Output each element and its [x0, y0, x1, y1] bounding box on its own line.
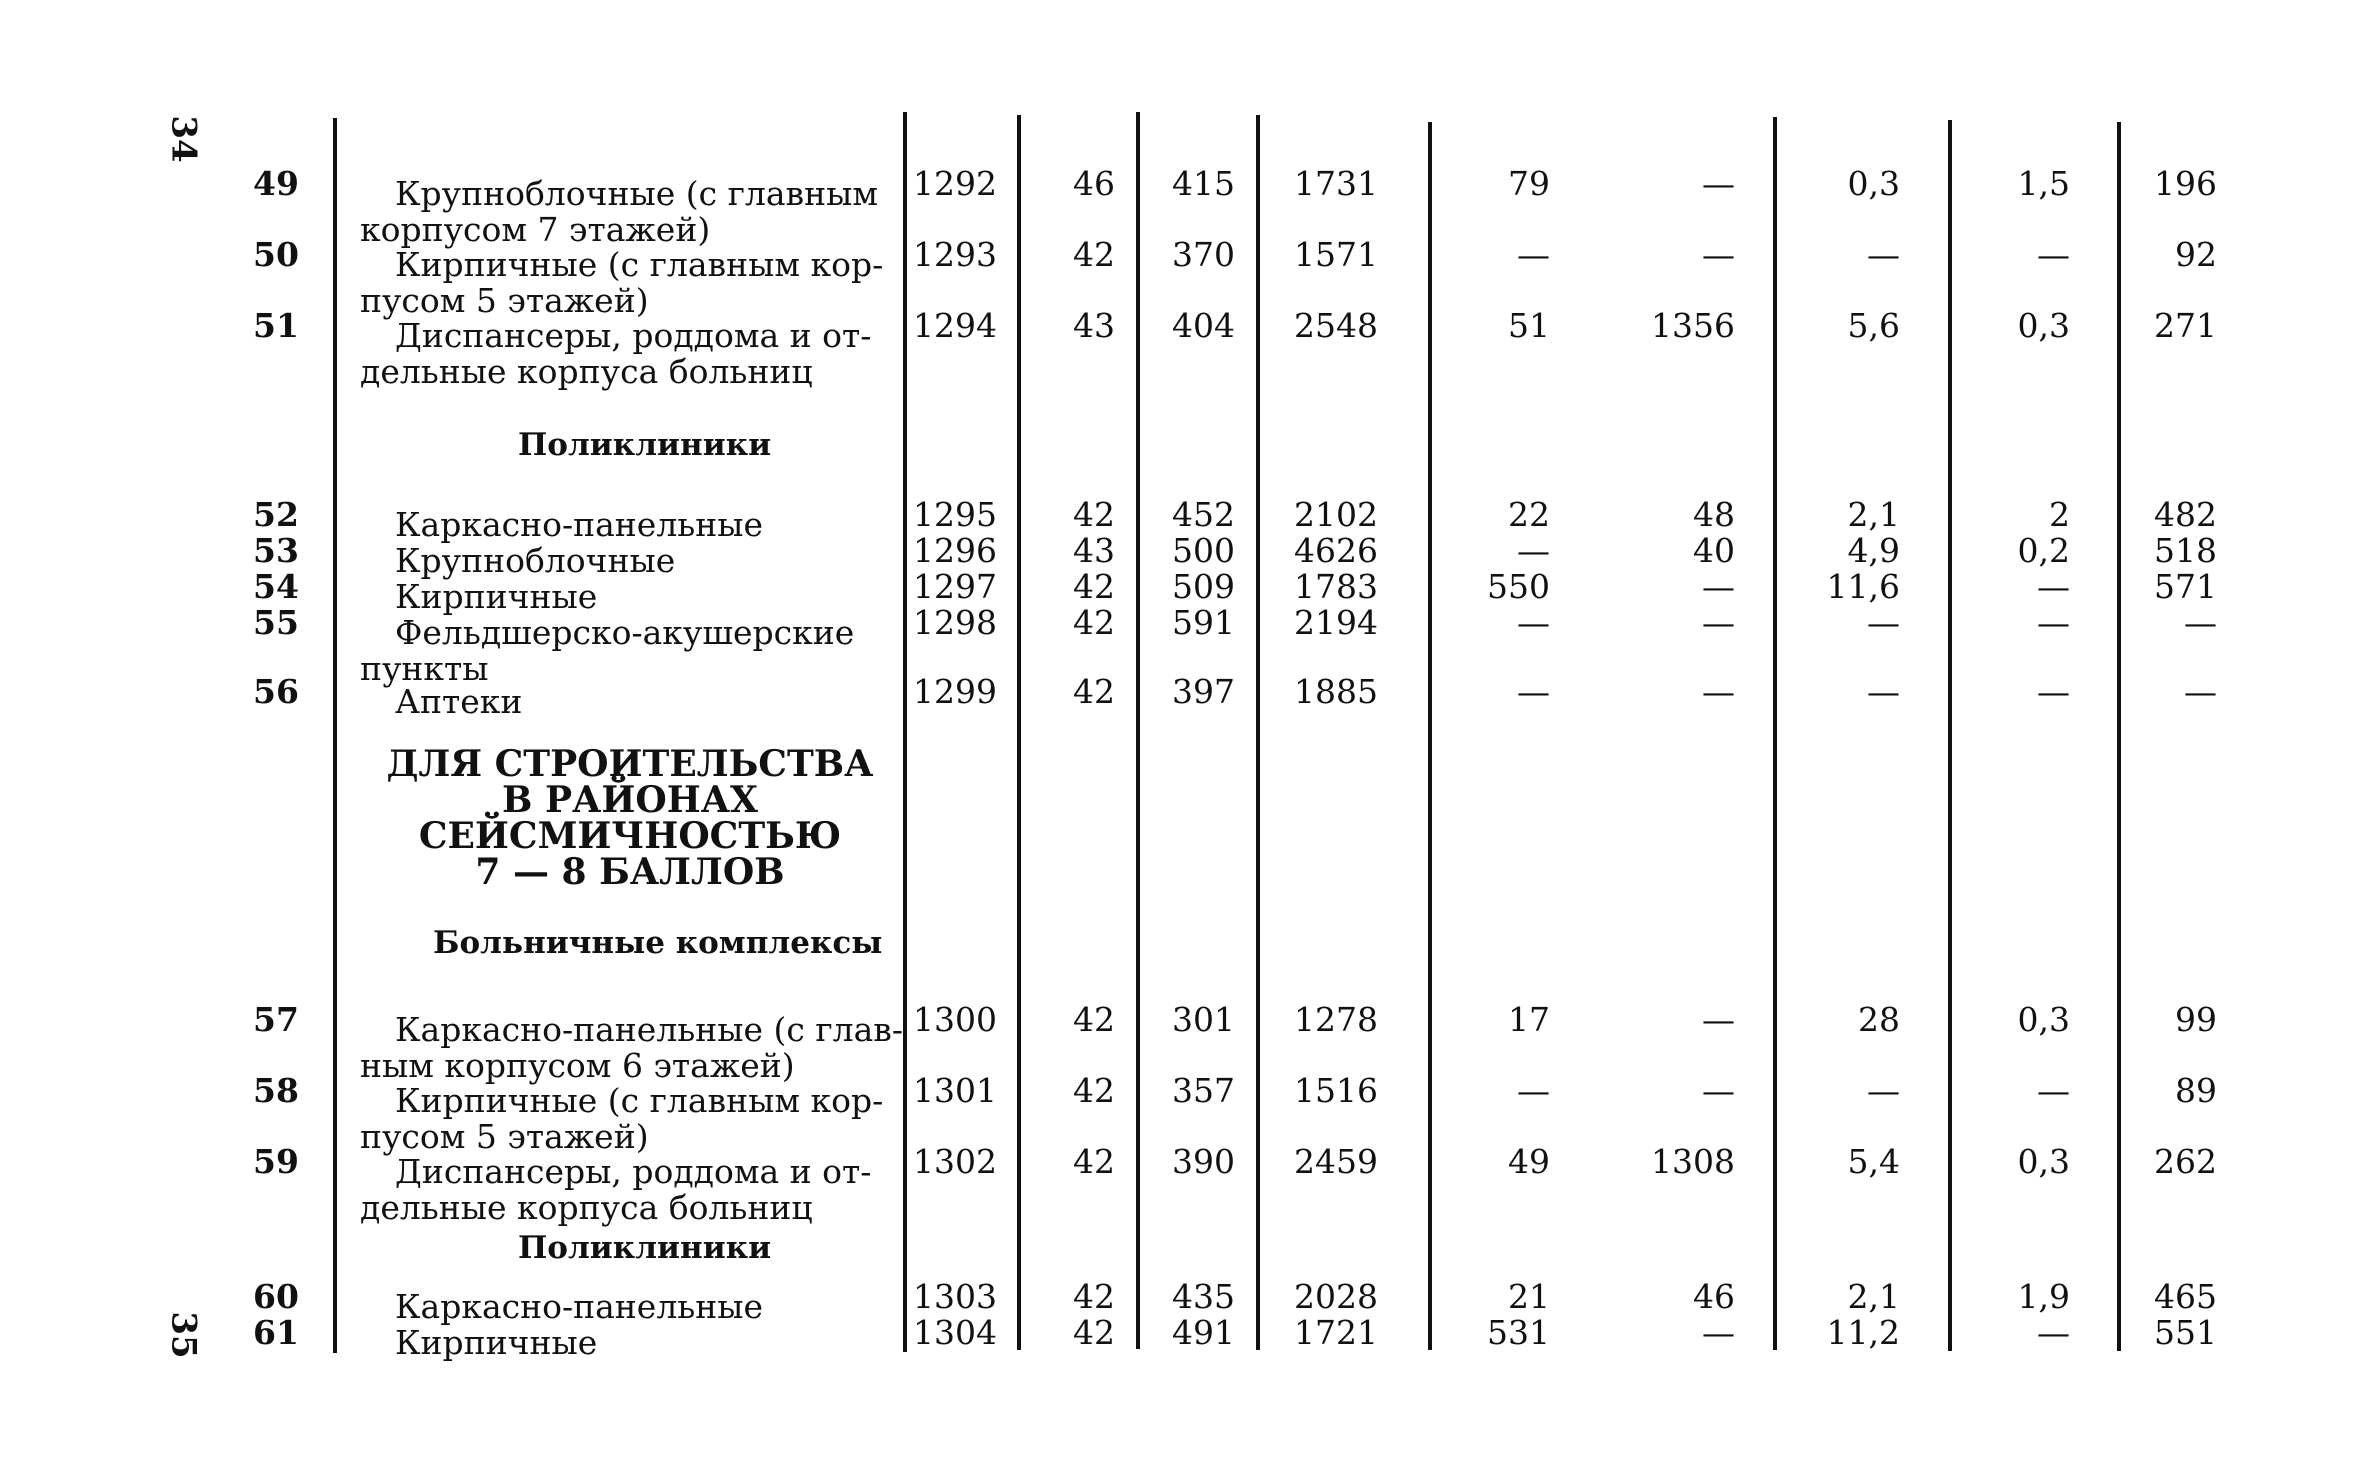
- table-cell: 550: [1487, 567, 1550, 606]
- subheading-hospital-complexes: Больничные комплексы: [433, 925, 883, 961]
- table-cell: 509: [1172, 567, 1235, 606]
- table-cell: 11,2: [1826, 1313, 1900, 1352]
- table-cell: —: [1867, 672, 1900, 711]
- table-cell: 49: [1508, 1142, 1550, 1181]
- table-cell: 0,3: [2017, 306, 2070, 345]
- item-description: Крупноблочные: [395, 541, 676, 580]
- table-cell: 1301: [913, 1071, 997, 1110]
- table-cell: 2459: [1294, 1142, 1378, 1181]
- table-cell: 1293: [913, 235, 997, 274]
- table-cell: 518: [2154, 531, 2217, 570]
- table-cell: 357: [1172, 1071, 1235, 1110]
- item-description: Кирпичные: [395, 577, 598, 616]
- table-cell: 42: [1073, 603, 1115, 642]
- row-number: 55: [253, 603, 299, 642]
- table-cell: 397: [1172, 672, 1235, 711]
- table-cell: 42: [1073, 1277, 1115, 1316]
- item-description: Фельдшерско-акушерские: [395, 613, 855, 652]
- table-cell: 1731: [1294, 164, 1378, 203]
- section-heading-line: СЕЙСМИЧНОСТЬЮ: [418, 815, 842, 857]
- table-cell: 500: [1172, 531, 1235, 570]
- table-cell: 42: [1073, 1142, 1115, 1181]
- table-cell: 0,2: [2017, 531, 2070, 570]
- item-description: Диспансеры, роддома и от-: [395, 1152, 872, 1191]
- row-number: 49: [253, 164, 299, 203]
- item-description: Каркасно-панельные (с глав-: [395, 1010, 904, 1049]
- table-cell: —: [2184, 672, 2217, 711]
- table-cell: 1516: [1294, 1071, 1378, 1110]
- table-cell: —: [2037, 603, 2070, 642]
- table-cell: 42: [1073, 495, 1115, 534]
- table-cell: 79: [1508, 164, 1550, 203]
- page-number-top: 34: [163, 115, 204, 163]
- item-description-cont: пусом 5 этажей): [360, 281, 649, 320]
- table-cell: 1304: [913, 1313, 997, 1352]
- table-cell: 1278: [1294, 1000, 1378, 1039]
- table-cell: 551: [2154, 1313, 2217, 1352]
- table-cell: 2,1: [1847, 495, 1900, 534]
- table-cell: 2548: [1294, 306, 1378, 345]
- item-description-cont: дельные корпуса больниц: [360, 352, 813, 391]
- row-number: 61: [253, 1313, 299, 1352]
- table-cell: —: [1702, 603, 1735, 642]
- table-cell: 390: [1172, 1142, 1235, 1181]
- table-cell: —: [2037, 235, 2070, 274]
- table-cell: 404: [1172, 306, 1235, 345]
- table-cell: 43: [1073, 306, 1115, 345]
- table-cell: 5,6: [1847, 306, 1900, 345]
- table-cell: 491: [1172, 1313, 1235, 1352]
- table-cell: 28: [1858, 1000, 1900, 1039]
- table-cell: 99: [2175, 1000, 2217, 1039]
- table-cell: 43: [1073, 531, 1115, 570]
- table-cell: —: [1702, 567, 1735, 606]
- item-description-cont: пункты: [360, 649, 489, 688]
- item-description-cont: пусом 5 этажей): [360, 1117, 649, 1156]
- table-cell: 1297: [913, 567, 997, 606]
- table-cell: 92: [2175, 235, 2217, 274]
- item-description: Диспансеры, роддома и от-: [395, 316, 872, 355]
- table-cell: 42: [1073, 1000, 1115, 1039]
- table-cell: 48: [1693, 495, 1735, 534]
- table-cell: 0,3: [1847, 164, 1900, 203]
- table-cell: 17: [1508, 1000, 1550, 1039]
- table-cell: 1783: [1294, 567, 1378, 606]
- subheading-polyclinics: Поликлиники: [518, 427, 772, 463]
- table-cell: 42: [1073, 567, 1115, 606]
- column-rule: [1773, 117, 1777, 1350]
- table-cell: 1302: [913, 1142, 997, 1181]
- table-cell: 571: [2154, 567, 2217, 606]
- table-cell: 1292: [913, 164, 997, 203]
- table-cell: 21: [1508, 1277, 1550, 1316]
- table-cell: 42: [1073, 672, 1115, 711]
- table-cell: 51: [1508, 306, 1550, 345]
- table-cell: 465: [2154, 1277, 2217, 1316]
- section-heading-line: ДЛЯ СТРОИТЕЛЬСТВА: [386, 743, 874, 785]
- table-cell: —: [1702, 164, 1735, 203]
- table-cell: 1356: [1651, 306, 1735, 345]
- row-number: 57: [253, 1000, 299, 1039]
- table-cell: —: [1702, 672, 1735, 711]
- table-cell: 1299: [913, 672, 997, 711]
- table-cell: 11,6: [1826, 567, 1900, 606]
- table-cell: 1721: [1294, 1313, 1378, 1352]
- table-cell: 1308: [1651, 1142, 1735, 1181]
- table-cell: 1,9: [2017, 1277, 2070, 1316]
- section-heading-line: В РАЙОНАХ: [502, 779, 758, 821]
- column-rule: [333, 118, 337, 1353]
- row-number: 60: [253, 1277, 299, 1316]
- row-number: 54: [253, 567, 299, 606]
- table-cell: 452: [1172, 495, 1235, 534]
- table-cell: —: [1702, 1313, 1735, 1352]
- table-cell: 415: [1172, 164, 1235, 203]
- item-description: Крупноблочные (с главным: [395, 174, 879, 213]
- table-cell: —: [1517, 672, 1550, 711]
- table-cell: 1294: [913, 306, 997, 345]
- table-cell: —: [1702, 1000, 1735, 1039]
- table-cell: 42: [1073, 235, 1115, 274]
- item-description: Каркасно-панельные: [395, 505, 764, 544]
- table-cell: 46: [1073, 164, 1115, 203]
- table-cell: 2,1: [1847, 1277, 1900, 1316]
- table-cell: 2: [2049, 495, 2070, 534]
- table-cell: 42: [1073, 1313, 1115, 1352]
- table-cell: —: [2037, 567, 2070, 606]
- table-cell: —: [1517, 531, 1550, 570]
- table-cell: —: [1517, 1071, 1550, 1110]
- item-description: Кирпичные (с главным кор-: [395, 245, 884, 284]
- table-cell: 46: [1693, 1277, 1735, 1316]
- table-cell: —: [2037, 1313, 2070, 1352]
- table-cell: —: [2037, 672, 2070, 711]
- table-cell: 482: [2154, 495, 2217, 534]
- item-description: Каркасно-панельные: [395, 1287, 764, 1326]
- table-cell: —: [1702, 235, 1735, 274]
- row-number: 58: [253, 1071, 299, 1110]
- table-cell: 2194: [1294, 603, 1378, 642]
- table-cell: 2028: [1294, 1277, 1378, 1316]
- table-cell: 435: [1172, 1277, 1235, 1316]
- item-description-cont: дельные корпуса больниц: [360, 1188, 813, 1227]
- table-cell: —: [2037, 1071, 2070, 1110]
- table-cell: 42: [1073, 1071, 1115, 1110]
- table-cell: 2102: [1294, 495, 1378, 534]
- row-number: 50: [253, 235, 299, 274]
- table-cell: 1,5: [2017, 164, 2070, 203]
- table-cell: 370: [1172, 235, 1235, 274]
- item-description-cont: корпусом 7 этажей): [360, 210, 711, 249]
- row-number: 52: [253, 495, 299, 534]
- item-description: Кирпичные: [395, 1323, 598, 1362]
- table-cell: 591: [1172, 603, 1235, 642]
- page-number-bottom: 35: [163, 1311, 204, 1359]
- section-heading-line: 7 — 8 БАЛЛОВ: [475, 851, 785, 893]
- table-cell: 0,3: [2017, 1000, 2070, 1039]
- table-cell: —: [1867, 1071, 1900, 1110]
- table-cell: 4626: [1294, 531, 1378, 570]
- table-cell: 1296: [913, 531, 997, 570]
- table-cell: —: [1702, 1071, 1735, 1110]
- table-cell: —: [1867, 603, 1900, 642]
- table-cell: 5,4: [1847, 1142, 1900, 1181]
- table-cell: 1303: [913, 1277, 997, 1316]
- table-cell: —: [1517, 603, 1550, 642]
- table-cell: 40: [1693, 531, 1735, 570]
- table-cell: 22: [1508, 495, 1550, 534]
- subheading-polyclinics: Поликлиники: [518, 1230, 772, 1266]
- item-description: Кирпичные (с главным кор-: [395, 1081, 884, 1120]
- table-cell: —: [1867, 235, 1900, 274]
- table-cell: —: [2184, 603, 2217, 642]
- table-cell: 1298: [913, 603, 997, 642]
- table-cell: 196: [2154, 164, 2217, 203]
- table-cell: 1300: [913, 1000, 997, 1039]
- row-number: 59: [253, 1142, 299, 1181]
- item-description-cont: ным корпусом 6 этажей): [360, 1046, 795, 1085]
- row-number: 51: [253, 306, 299, 345]
- table-cell: 262: [2154, 1142, 2217, 1181]
- table-cell: 4,9: [1847, 531, 1900, 570]
- table-cell: 531: [1487, 1313, 1550, 1352]
- table-cell: 89: [2175, 1071, 2217, 1110]
- table-cell: 1295: [913, 495, 997, 534]
- table-cell: 301: [1172, 1000, 1235, 1039]
- row-number: 56: [253, 672, 299, 711]
- table-cell: —: [1517, 235, 1550, 274]
- table-cell: 1571: [1294, 235, 1378, 274]
- table-cell: 271: [2154, 306, 2217, 345]
- table-cell: 0,3: [2017, 1142, 2070, 1181]
- row-number: 53: [253, 531, 299, 570]
- table-cell: 1885: [1294, 672, 1378, 711]
- item-description: Аптеки: [395, 682, 523, 721]
